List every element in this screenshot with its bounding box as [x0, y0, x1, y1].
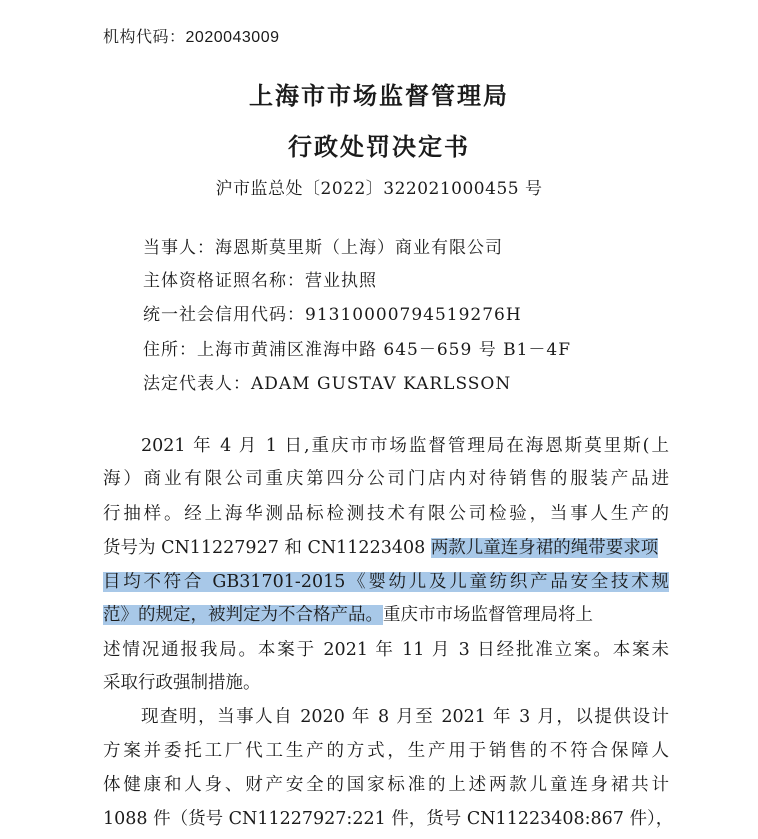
party-license: 主体资格证照名称：营业执照 [143, 271, 377, 291]
paragraph-line: 体健康和人身、财产安全的国家标准的上述两款儿童连身裙共计 [103, 775, 669, 795]
paragraph-line: 2021 年 4 月 1 日,重庆市市场监督管理局在海恩斯莫里斯(上 [141, 436, 669, 456]
highlighted-text: 目均不符合 GB31701-2015《婴幼儿及儿童纺织产品安全技术规 [103, 572, 669, 592]
paragraph-line: 述情况通报我局。本案于 2021 年 11 月 3 日经批准立案。本案未 [103, 640, 669, 660]
paragraph-line: 海）商业有限公司重庆第四分公司门店内对待销售的服装产品进 [103, 469, 669, 489]
paragraph-line [103, 568, 669, 593]
org-code-label: 机构代码： [103, 27, 186, 46]
party-legal-representative: 法定代表人：ADAM GUSTAV KARLSSON [143, 374, 512, 394]
paragraph-line: 1088 件（货号 CN11227927:221 件，货号 CN11223408:867 件）， [103, 809, 674, 829]
highlighted-text: 两款儿童连身裙的绳带要求项 [430, 538, 659, 558]
document-title-authority: 上海市市场监督管理局 [249, 82, 509, 110]
paragraph-line: 采取行政强制措施。 [103, 673, 261, 693]
highlighted-text: 范》的规定，被判定为不合格产品。 [103, 605, 383, 625]
document-number: 沪市监总处〔2022〕322021000455 号 [215, 179, 543, 199]
paragraph-line: 行抽样。经上海华测品标检测技术有限公司检验，当事人生产的 [103, 504, 669, 524]
org-code-line [103, 24, 280, 47]
paragraph-line [103, 601, 669, 626]
document-title-type: 行政处罚决定书 [288, 133, 470, 161]
paragraph-line: 方案并委托工厂代工生产的方式，生产用于销售的不符合保障人 [103, 741, 669, 761]
party-credit-code: 统一社会信用代码：91310000794519276H [143, 305, 522, 325]
org-code-value: 2020043009 [185, 29, 280, 46]
party-address: 住所：上海市黄浦区淮海中路 645－659 号 B1－4F [143, 340, 572, 360]
paragraph-line [103, 534, 669, 559]
paragraph-text: 重庆市市场监督管理局将上 [383, 605, 593, 625]
paragraph-text: 货号为 CN11227927 和 CN11223408 [103, 538, 431, 558]
party-name: 当事人：海恩斯莫里斯（上海）商业有限公司 [143, 238, 503, 258]
paragraph-line: 现查明，当事人自 2020 年 8 月至 2021 年 3 月，以提供设计 [141, 707, 669, 727]
